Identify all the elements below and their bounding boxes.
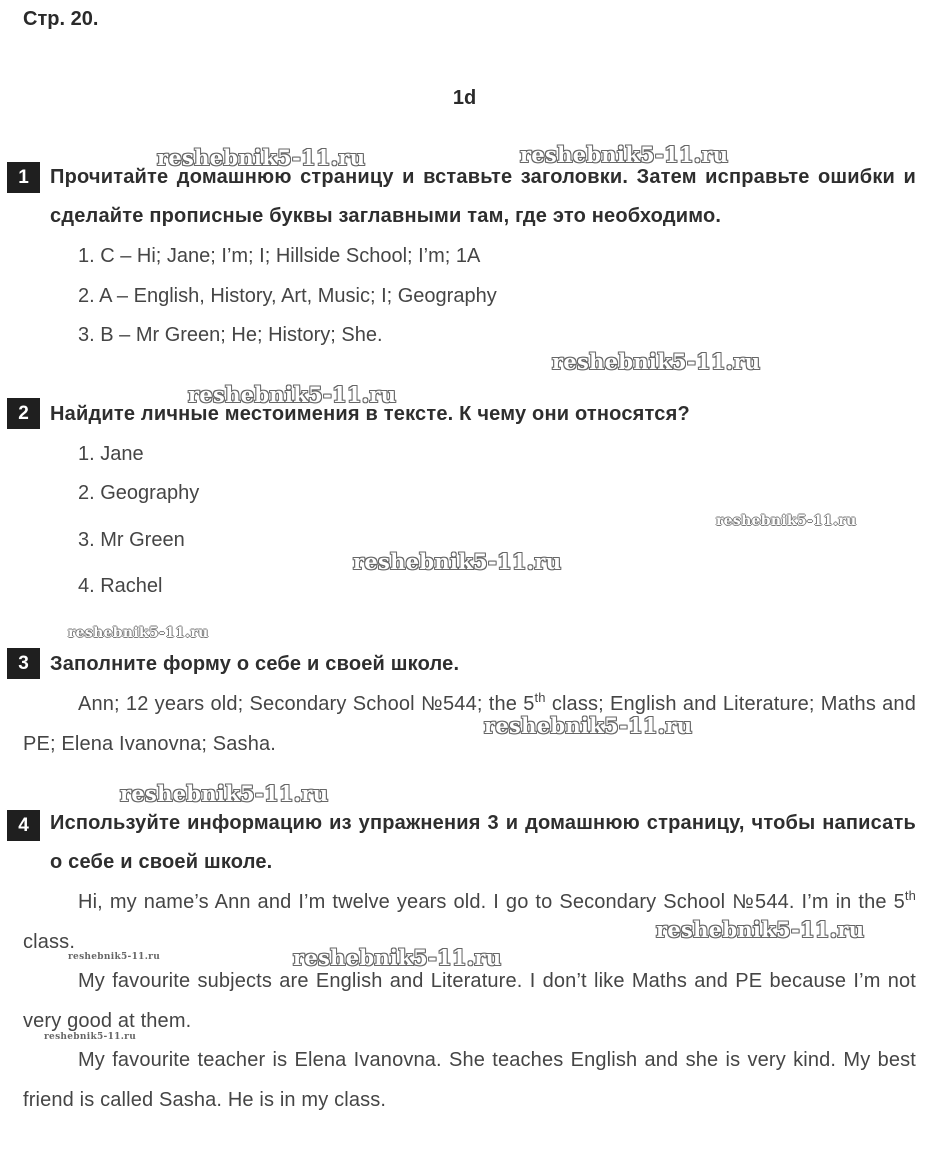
watermark: reshebnik5-11.ru <box>520 142 729 167</box>
task-number-2: 2 <box>7 398 40 429</box>
watermark: reshebnik5-11.ru <box>68 952 161 962</box>
task-2-answer-4: 4. Rachel <box>78 575 163 597</box>
task-2-title: Найдите личные местоимения в тексте. К чему они относятся? <box>50 403 690 425</box>
task-2-answer-3: 3. Mr Green <box>78 529 185 551</box>
task-1-answer-2: 2. A – English, History, Art, Music; I; Geography <box>78 285 497 307</box>
task-4-title: Используйте информацию из упражнения 3 и домашнюю страницу, чтобы написать о себе и своей школе. <box>50 812 916 873</box>
task-4-paragraph-1: Hi, my name’s Ann and I’m twelve years old. I go to Secondary School №544. I’m in the 5th class. <box>23 888 916 953</box>
page-number: Стр. 20. <box>23 8 99 30</box>
watermark: reshebnik5-11.ru <box>157 145 366 170</box>
task-2-answer-2: 2. Geography <box>78 482 200 504</box>
task-1-title: Прочитайте домашнюю страницу и вставьте заголовки. Затем исправьте ошибки и сделайте прописные буквы заглавными там, где это необходимо. <box>50 166 916 227</box>
watermark: reshebnik5-11.ru <box>552 349 761 374</box>
task-4-paragraph-2: My favourite subjects are English and Literature. I don’t like Maths and PE because I’m not very good at them. <box>23 970 916 1032</box>
task-number-4: 4 <box>7 810 40 841</box>
watermark: reshebnik5-11.ru <box>44 1032 137 1042</box>
watermark: reshebnik5-11.ru <box>716 513 857 529</box>
watermark: reshebnik5-11.ru <box>484 713 693 738</box>
task-number-1: 1 <box>7 162 40 193</box>
task-3-title: Заполните форму о себе и своей школе. <box>50 653 460 675</box>
watermark: reshebnik5-11.ru <box>656 917 865 942</box>
task-4-paragraph-3: My favourite teacher is Elena Ivanovna. She teaches English and she is very kind. My best friend is called Sasha. He is in my class. <box>23 1049 916 1111</box>
watermark: reshebnik5-11.ru <box>353 549 562 574</box>
task-3-answer: Ann; 12 years old; Secondary School №544; the 5th class; English and Literature; Maths and PE; Elena Ivanovna; Sasha. <box>23 690 916 755</box>
task-1-answer-3: 3. B – Mr Green; He; History; She. <box>78 324 383 346</box>
watermark: reshebnik5-11.ru <box>293 945 502 970</box>
watermark: reshebnik5-11.ru <box>68 625 209 641</box>
task-2-answer-1: 1. Jane <box>78 443 144 465</box>
task-number-3: 3 <box>7 648 40 679</box>
watermark: reshebnik5-11.ru <box>120 781 329 806</box>
section-title: 1d <box>452 87 477 109</box>
watermark: reshebnik5-11.ru <box>188 382 397 407</box>
task-1-answer-1: 1. C – Hi; Jane; I’m; I; Hillside School; I’m; 1A <box>78 245 481 267</box>
